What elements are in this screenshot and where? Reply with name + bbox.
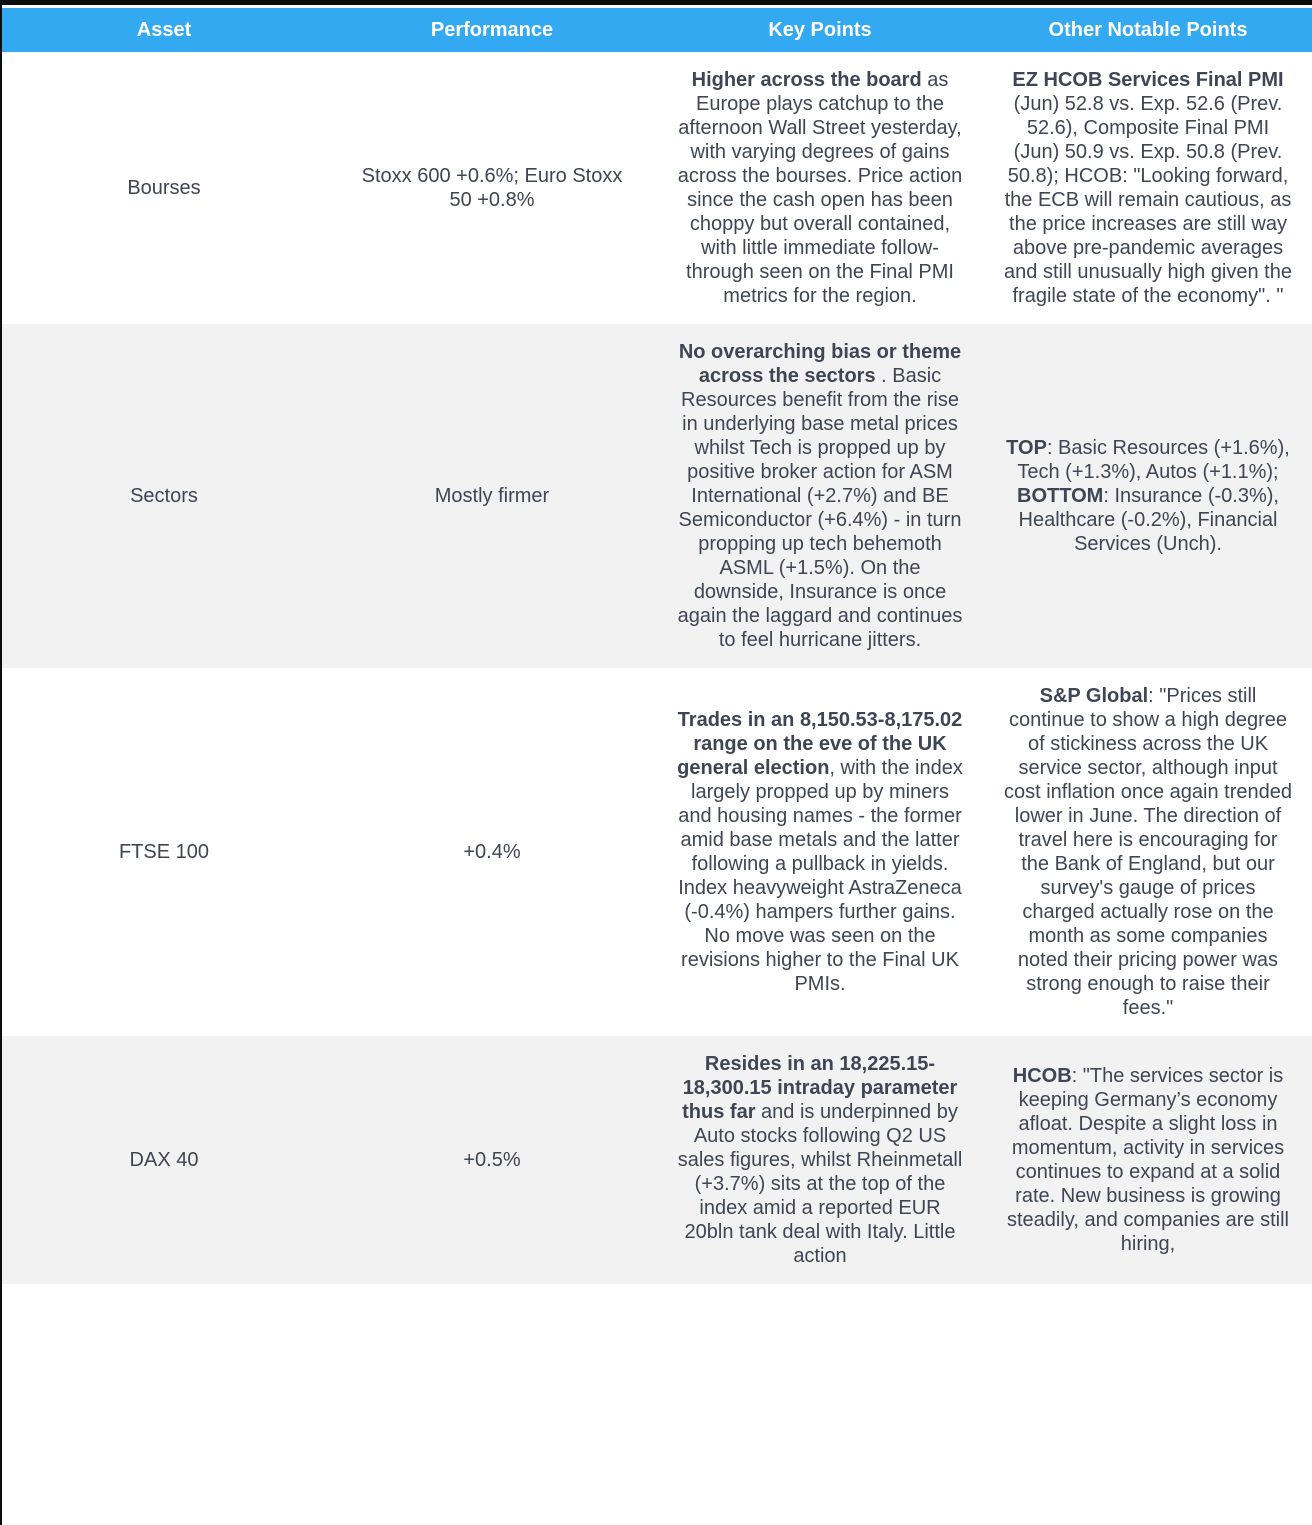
- asset-cell: FTSE 100: [0, 668, 328, 1036]
- asset-cell: Sectors: [0, 324, 328, 668]
- column-header-performance: Performance: [328, 8, 656, 52]
- table-row: [0, 1036, 1312, 1284]
- table-body: [0, 52, 1312, 1284]
- left-edge-border: [0, 0, 2, 1525]
- european-equities-table: [0, 8, 1312, 1284]
- other-points-cell: S&P Global: "Prices still continue to show a high degree of stickiness across the UK service sector, although input cost inflation once again trended lower in June. The direction of travel here is encouraging for the Bank of England, but our survey's gauge of prices charged actually rose on the month as some companies noted their pricing power was strong enough to raise their fees.": [984, 668, 1312, 1036]
- key-points-cell: No overarching bias or theme across the sectors . Basic Resources benefit from the rise in underlying base metal prices whilst Tech is propped up by positive broker action for ASM International (+2.7%) and BE Semiconductor (+6.4%) - in turn propping up tech behemoth ASML (+1.5%). On the downside, Insurance is once again the laggard and continues to feel hurricane jitters.: [656, 324, 984, 668]
- key-points-cell: Resides in an 18,225.15-18,300.15 intraday parameter thus far and is underpinned by Auto stocks following Q2 US sales figures, whilst Rheinmetall (+3.7%) sits at the top of the index amid a reported EUR 20bln tank deal with Italy. Little action: [656, 1036, 984, 1284]
- column-header-asset: Asset: [0, 8, 328, 52]
- key-points-cell: Trades in an 8,150.53-8,175.02 range on the eve of the UK general election, with the index largely propped up by miners and housing names - the former amid base metals and the latter following a pullback in yields. Index heavyweight AstraZeneca (-0.4%) hampers further gains. No move was seen on the revisions higher to the Final UK PMIs.: [656, 668, 984, 1036]
- table-row: [0, 52, 1312, 324]
- other-points-cell: HCOB: "The services sector is keeping Germany’s economy afloat. Despite a slight loss in momentum, activity in services continues to expand at a solid rate. New business is growing steadily, and companies are still hiring,: [984, 1036, 1312, 1284]
- asset-cell: Bourses: [0, 52, 328, 324]
- table-row: [0, 668, 1312, 1036]
- other-points-cell: TOP: Basic Resources (+1.6%), Tech (+1.3%), Autos (+1.1%); BOTTOM: Insurance (-0.3%), Healthcare (-0.2%), Financial Services (Unch).: [984, 324, 1312, 668]
- key-points-cell: Higher across the board as Europe plays catchup to the afternoon Wall Street yesterday, with varying degrees of gains across the bourses. Price action since the cash open has been choppy but overall contained, with little immediate follow-through seen on the Final PMI metrics for the region.: [656, 52, 984, 324]
- column-header-key-points: Key Points: [656, 8, 984, 52]
- asset-cell: DAX 40: [0, 1036, 328, 1284]
- performance-cell: +0.5%: [328, 1036, 656, 1284]
- other-points-cell: EZ HCOB Services Final PMI (Jun) 52.8 vs. Exp. 52.6 (Prev. 52.6), Composite Final PMI (Jun) 50.9 vs. Exp. 50.8 (Prev. 50.8); HCOB: "Looking forward, the ECB will remain cautious, as the price increases are still way above pre-pandemic averages and still unusually high given the fragile state of the economy". ": [984, 52, 1312, 324]
- performance-cell: Mostly firmer: [328, 324, 656, 668]
- column-header-other-points: Other Notable Points: [984, 8, 1312, 52]
- top-edge-border: [0, 0, 1312, 5]
- performance-cell: +0.4%: [328, 668, 656, 1036]
- performance-cell: Stoxx 600 +0.6%; Euro Stoxx 50 +0.8%: [328, 52, 656, 324]
- table-row: [0, 324, 1312, 668]
- table-header-row: [0, 8, 1312, 52]
